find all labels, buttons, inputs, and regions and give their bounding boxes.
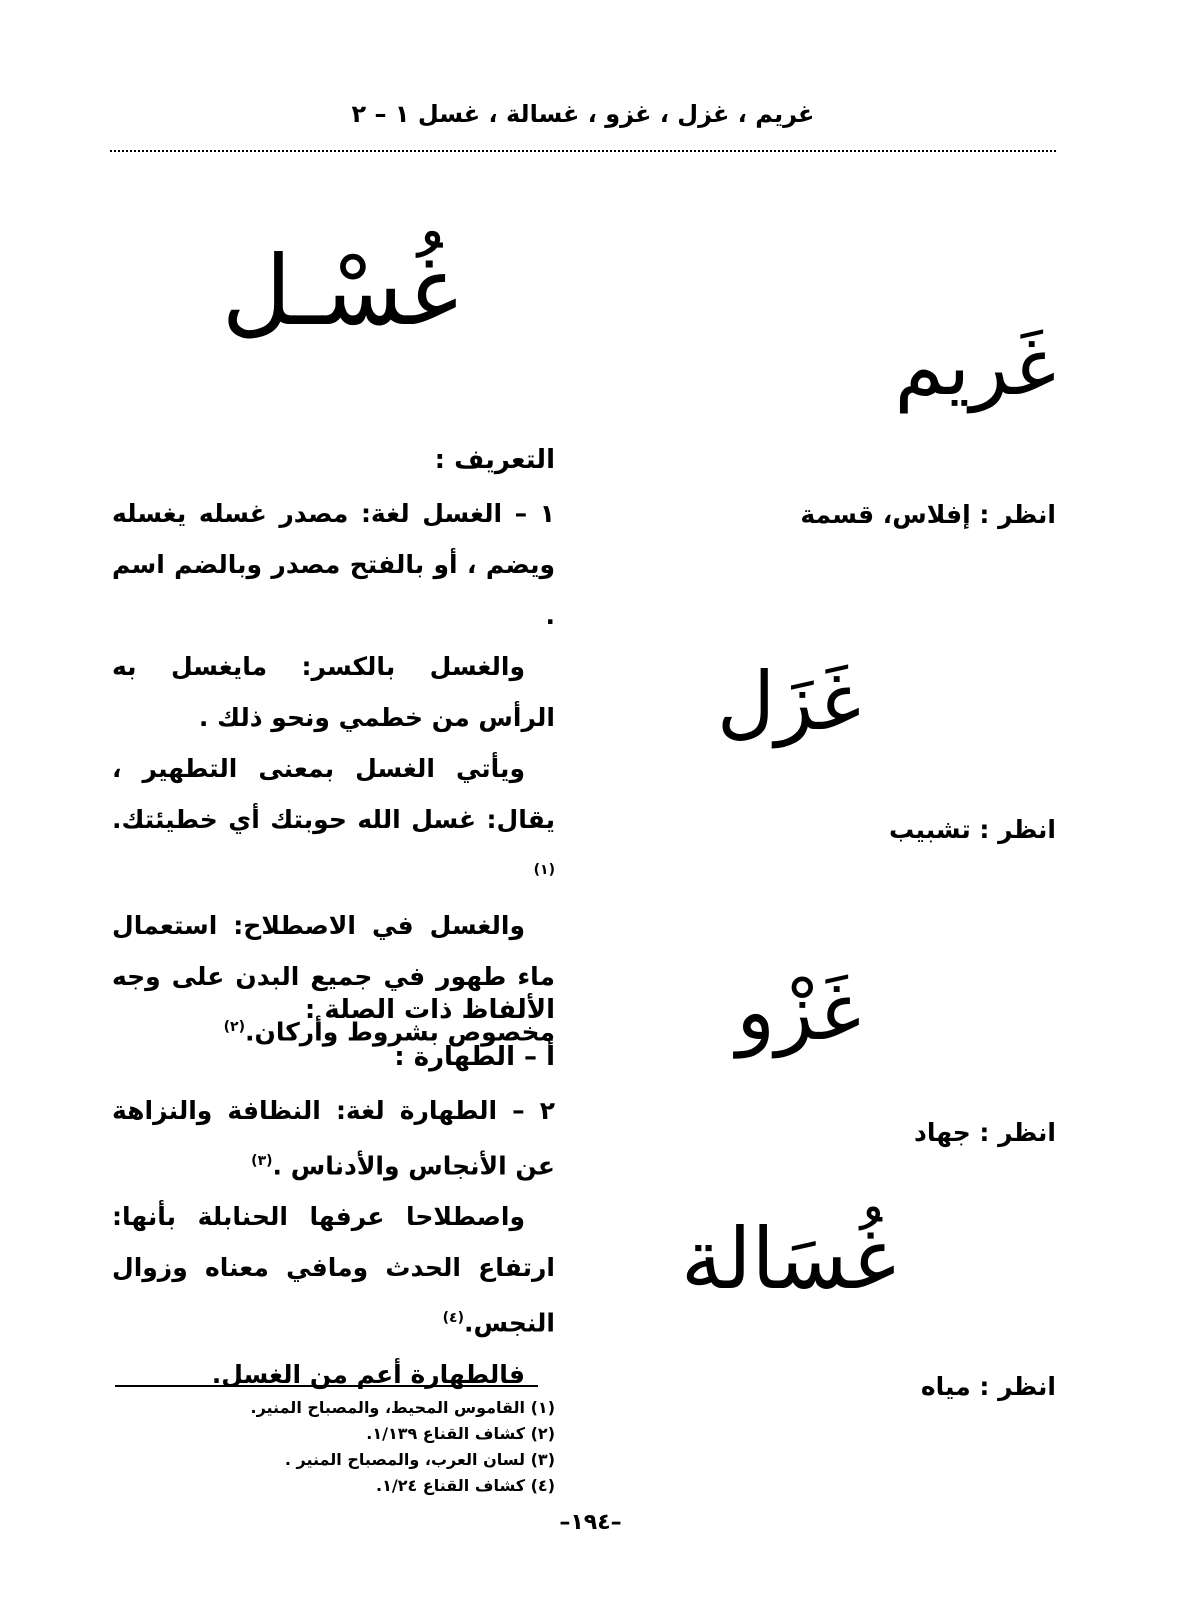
footnote-marker-3: (٣) (251, 1153, 273, 1169)
related-paragraph-2 (112, 1191, 555, 1348)
entry-see-gharim: انظر : إفلاس، قسمة (800, 500, 1056, 529)
footnotes (115, 1395, 555, 1499)
definition-paragraph-4 (112, 900, 555, 1057)
running-header: غريم ، غزل ، غزو ، غسالة ، غسل ١ – ٢ (351, 100, 815, 128)
entry-word-gharim: غَريم (894, 320, 1056, 413)
page-number: –١٩٤– (559, 1510, 622, 1535)
entry-word-ghazw: غَزْو (736, 965, 861, 1058)
header-divider (110, 150, 1056, 152)
footnote-4: (٤) كشاف القناع ١/٢٤. (376, 1476, 555, 1495)
main-entry-word: غُسْـل (221, 235, 459, 347)
definition-paragraph-4-text: والغسل في الاصطلاح: استعمال ماء طهور في جميع البدن على وجه مخصوص بشروط وأركان. (112, 911, 555, 1047)
definition-paragraph-2: والغسل بالكسر: مايغسل به الرأس من خطمي ونحو ذلك . (112, 652, 555, 732)
definition-heading: التعريف : (434, 445, 555, 475)
related-paragraph-3: فالطهارة أعم من الغسل. (211, 1359, 525, 1389)
entry-see-ghazal: انظر : تشبيب (889, 815, 1056, 844)
footnote-divider (115, 1385, 538, 1387)
entry-word-ghazal: غَزَل (716, 655, 861, 748)
related-body (112, 1085, 555, 1400)
definition-paragraph-3-text: ويأتي الغسل بمعنى التطهير ، يقال: غسل الله حوبتك أي خطيئتك. (112, 754, 555, 834)
footnote-2: (٢) كشاف القناع ١/١٣٩. (366, 1424, 555, 1443)
definition-body (112, 488, 555, 1058)
footnote-marker-1: (١) (533, 862, 555, 878)
footnote-marker-2: (٢) (223, 1019, 245, 1036)
related-terms-heading: الألفاظ ذات الصلة : (304, 995, 555, 1025)
footnote-1: (١) القاموس المحيط، والمصباح المنير. (250, 1398, 555, 1417)
entry-see-ghazw: انظر : جهاد (913, 1118, 1056, 1147)
subheading-taharah: أ – الطهارة : (394, 1042, 555, 1072)
related-paragraph-1 (112, 1085, 555, 1191)
footnote-3: (٣) لسان العرب، والمصباح المنير . (284, 1450, 555, 1469)
related-paragraph-1-text: ٢ – الطهارة لغة: النظافة والنزاهة عن الأنجاس والأدناس . (112, 1096, 555, 1181)
entry-word-ghusala: غُسَالة (680, 1210, 896, 1308)
definition-paragraph-3 (112, 743, 555, 900)
definition-paragraph-1: ١ – الغسل لغة: مصدر غسله يغسله ويضم ، أو بالفتح مصدر وبالضم اسم . (112, 499, 555, 630)
entry-see-ghusala: انظر : مياه (920, 1372, 1056, 1401)
footnote-marker-4: (٤) (442, 1310, 464, 1327)
related-paragraph-2-text: واصطلاحا عرفها الحنابلة بأنها: ارتفاع الحدث ومافي معناه وزوال النجس. (112, 1202, 555, 1338)
